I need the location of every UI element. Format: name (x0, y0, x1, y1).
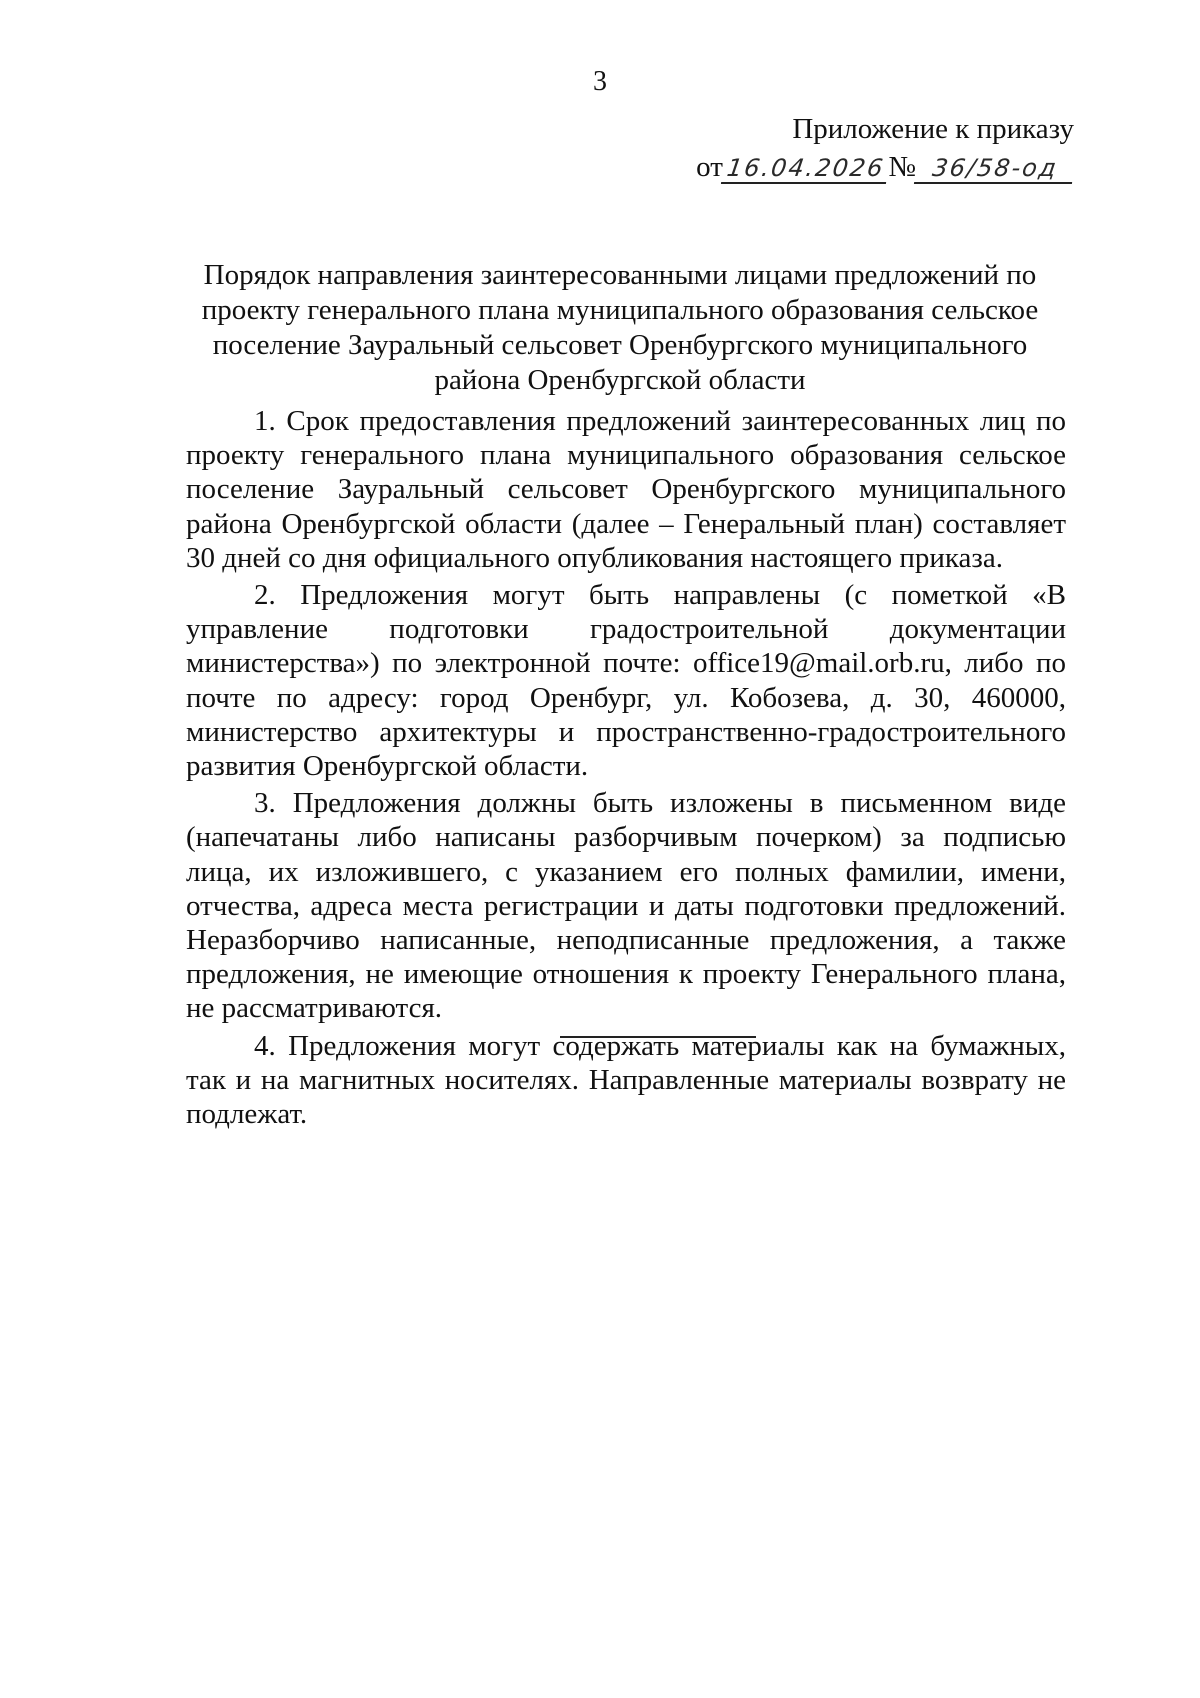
document-body (186, 404, 1066, 1134)
from-prefix: от (696, 151, 723, 183)
appendix-title: Приложение к приказу (792, 113, 1074, 145)
paragraph-2: 2. Предложения могут быть направлены (с пометкой «В управление подготовки градостроительной документации министерства») по электронной почте: office19@mail.orb.ru, либо по почте по адресу: город Оренбург, ул. Кобозева, д. 30, 460000, министерство архитектуры и пространственно-градостроительного развития Оренбургской области. (186, 579, 1066, 783)
paragraph-4: 4. Предложения могут содержать материалы как на бумажных, так и на магнитных носителях. Направленные материалы возврату не подлежат. (186, 1029, 1066, 1131)
paragraph-1: 1. Срок предоставления предложений заинтересованных лиц по проекту генерального плана муниципального образования сельское поселение Зауральный сельсовет Оренбургского муниципального района Оренбургской области (далее – Генеральный план) составляет 30 дней со дня официального опубликования настоящего приказа. (186, 405, 1066, 574)
end-separator-line (560, 1036, 756, 1038)
number-prefix: № (888, 151, 916, 183)
appendix-header (554, 110, 1074, 186)
page-number: 3 (593, 66, 607, 97)
appendix-order-line (554, 148, 1074, 186)
document-title: Порядок направления заинтересованными лицами предложений по проекту генерального плана муниципального образования сельское поселение Зауральный сельсовет Оренбургского муниципального района Оренбургской области (201, 259, 1039, 396)
paragraph-3: 3. Предложения должны быть изложены в письменном виде (напечатаны либо написаны разборчивым почерком) за подписью лица, их изложившего, с указанием его полных фамилии, имени, отчества, адреса места регистрации и даты подготовки предложений. Неразборчиво написанные, неподписанные предложения, а также предложения, не имеющие отношения к проекту Генерального плана, не рассматриваются. (186, 787, 1066, 1025)
handwritten-order-number: 36/58-од (914, 154, 1076, 184)
handwritten-date: 16.04.2026 (721, 154, 891, 184)
